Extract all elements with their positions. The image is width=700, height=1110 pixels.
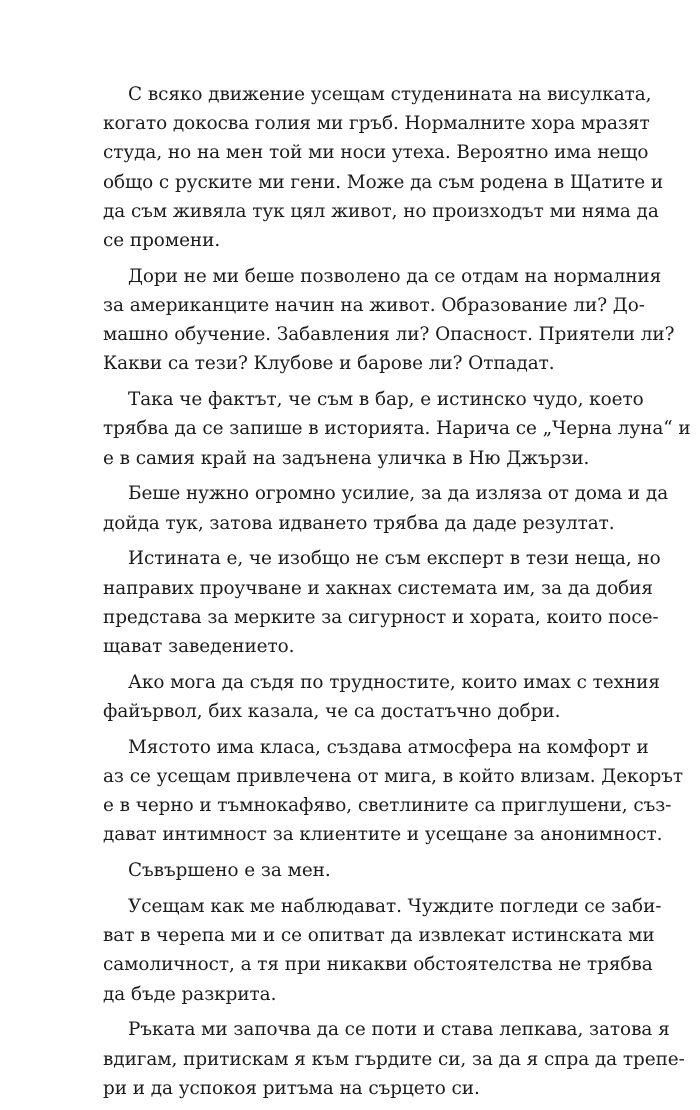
text-line: когато докосва голия ми гръб. Нормалните хора мразят — [103, 113, 650, 135]
text-line: е в самия край на задънена уличка в Ню Джързи. — [103, 447, 590, 469]
text-line: щават заведението. — [103, 636, 295, 658]
paragraph — [103, 668, 660, 726]
text-line: представа за мерките за сигурност и хората, които посе- — [103, 606, 659, 628]
paragraph — [103, 892, 662, 1009]
text-line: файървол, бих казала, че са достатъчно добри. — [103, 701, 561, 723]
text-line: Беше нужно огромно усилие, за да изляза от дома и да — [128, 483, 669, 505]
text-line: се промени. — [103, 230, 221, 252]
text-line: вдигам, притискам я към гърдите си, за да я спра да трепе- — [103, 1048, 685, 1070]
text-line: студа, но на мен той ми носи утеха. Вероятно има нещо — [103, 142, 649, 164]
text-line: аз се усещам привлечена от мига, в който влизам. Декорът — [103, 766, 683, 788]
paragraph — [103, 733, 683, 850]
text-line: Усещам как ме наблюдават. Чуждите погледи се заби- — [128, 896, 662, 918]
paragraph — [103, 856, 605, 885]
text-line: за американците начин на живот. Образование ли? До- — [103, 295, 645, 317]
body-text — [103, 80, 691, 1110]
text-line: Съвършено е за мен. — [128, 860, 331, 882]
text-line: дойда тук, затова идването трябва да даде резултат. — [103, 512, 615, 534]
text-line: ват в черепа ми и се опитват да извлекат истинската ми — [103, 925, 655, 947]
paragraph — [103, 1015, 685, 1103]
text-line: самоличност, а тя при никакви обстоятелства не трябва — [103, 954, 653, 976]
text-line: Какви са тези? Клубове и барове ли? Отпадат. — [103, 353, 555, 375]
text-line: Ако мога да съдя по трудностите, които имах с техния — [128, 671, 660, 693]
text-line: да съм живяла тук цял живот, но произходът ми няма да — [103, 200, 659, 222]
paragraph — [103, 385, 691, 473]
text-line: Истината е, че изобщо не съм експерт в тези неща, но — [128, 548, 661, 570]
paragraph — [103, 262, 675, 379]
text-line: общо с руските ми гени. Може да съм родена в Щатите и — [103, 171, 664, 193]
text-line: С всяко движение усещам студенината на висулката, — [128, 84, 652, 105]
text-line: Дори не ми беше позволено да се отдам на нормалния — [128, 265, 662, 287]
text-line: Мястото има класа, създава атмосфера на комфорт и — [128, 736, 649, 758]
text-line: да бъде разкрита. — [103, 983, 277, 1005]
text-line: Така че фактът, че съм в бар, е истинско чудо, което — [128, 389, 644, 411]
paragraph — [103, 479, 669, 537]
text-line: е в черно и тъмнокафяво, светлините са приглушени, съз- — [103, 795, 672, 817]
text-line: трябва да се запише в историята. Нарича се „Черна луна“ и — [103, 418, 691, 440]
paragraph — [103, 544, 661, 661]
text-line: Ръката ми започва да се поти и става лепкава, затова я — [128, 1019, 670, 1041]
text-line: дават интимност за клиентите и усещане за анонимност. — [103, 824, 663, 846]
paragraph — [103, 80, 664, 255]
text-line: направих проучване и хакнах системата им, за да добия — [103, 577, 653, 599]
text-line: ри и да успокоя ритъма на сърцето си. — [103, 1077, 480, 1099]
text-line: машно обучение. Забавления ли? Опасност. Приятели ли? — [103, 324, 675, 346]
